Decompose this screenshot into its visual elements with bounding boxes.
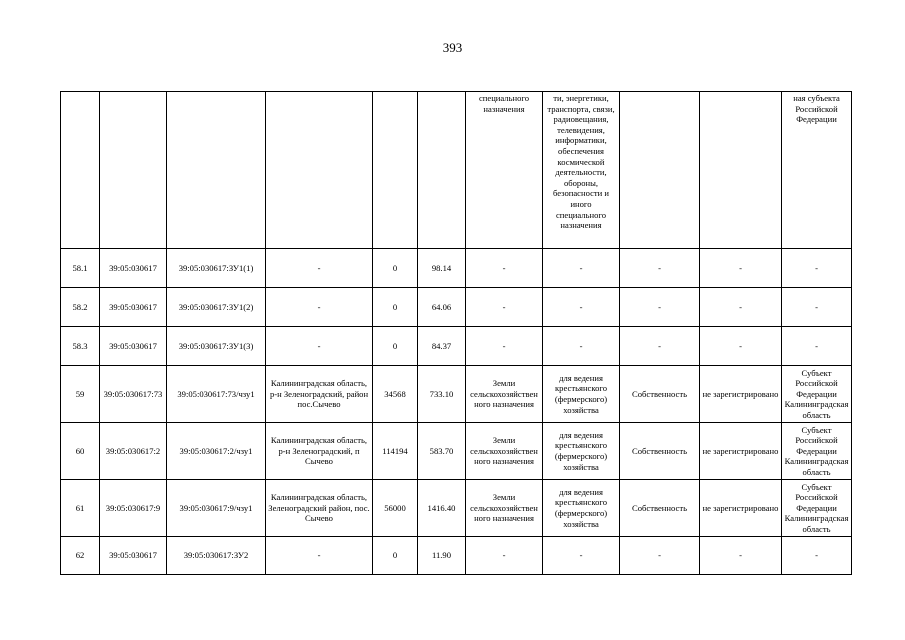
table-row <box>61 423 852 480</box>
cell-land-category: Земли сельскохозяйственного назначения <box>466 480 543 537</box>
cell-address: - <box>266 288 373 327</box>
cell-address: Калининградская область, р-н Зеленоградский, п Сычево <box>266 423 373 480</box>
cell-permitted-use: - <box>543 327 620 366</box>
cell-number: 59 <box>61 366 100 423</box>
table-row <box>61 288 852 327</box>
cell-area <box>373 92 418 249</box>
cell-number: 58.2 <box>61 288 100 327</box>
cell-number: 61 <box>61 480 100 537</box>
cell-area: 56000 <box>373 480 418 537</box>
cell-cadastral-quarter: 39:05:030617 <box>100 327 167 366</box>
cell-land-category: - <box>466 327 543 366</box>
table-row-continuation <box>61 92 852 249</box>
page-number: 393 <box>442 40 463 55</box>
cell-cadastral-quarter: 39:05:030617:2 <box>100 423 167 480</box>
cell-area: 0 <box>373 288 418 327</box>
cell-cadastral-quarter: 39:05:030617:73 <box>100 366 167 423</box>
cell-area: 114194 <box>373 423 418 480</box>
cell-part-area: 11.90 <box>418 537 466 575</box>
cell-address: Калининградская область, Зеленоградский район, пос. Сычево <box>266 480 373 537</box>
cell-right-type: Собственность <box>620 480 700 537</box>
cell-right-type <box>620 92 700 249</box>
cell-land-category: специального назначения <box>466 92 543 249</box>
cell-address: - <box>266 249 373 288</box>
cell-owner: Субъект Российской Федерации Калининградская область <box>782 423 852 480</box>
cell-owner: - <box>782 288 852 327</box>
cell-permitted-use: для ведения крестьянского (фермерского) хозяйства <box>543 366 620 423</box>
cell-permitted-use: - <box>543 288 620 327</box>
cell-area: 34568 <box>373 366 418 423</box>
cell-number <box>61 92 100 249</box>
cell-right-type: Собственность <box>620 423 700 480</box>
cell-address: - <box>266 327 373 366</box>
cell-right-holder: не зарегистрировано <box>700 366 782 423</box>
cell-address: Калининградская область, р-н Зеленоградский, район пос.Сычево <box>266 366 373 423</box>
cell-land-category: - <box>466 537 543 575</box>
table-row <box>61 249 852 288</box>
table-row <box>61 366 852 423</box>
cell-land-category: - <box>466 249 543 288</box>
cell-right-holder: - <box>700 327 782 366</box>
cell-cadastral-quarter: 39:05:030617:9 <box>100 480 167 537</box>
cell-area: 0 <box>373 327 418 366</box>
cell-owner: Субъект Российской Федерации Калининградская область <box>782 480 852 537</box>
cell-part-area <box>418 92 466 249</box>
cell-land-category: - <box>466 288 543 327</box>
cell-number: 58.3 <box>61 327 100 366</box>
cell-plot-designation: 39:05:030617:ЗУ1(3) <box>167 327 266 366</box>
cell-number: 60 <box>61 423 100 480</box>
table-row <box>61 480 852 537</box>
cell-owner: - <box>782 249 852 288</box>
cell-cadastral-quarter <box>100 92 167 249</box>
cell-right-holder <box>700 92 782 249</box>
cell-part-area: 733.10 <box>418 366 466 423</box>
cell-part-area: 84.37 <box>418 327 466 366</box>
cell-cadastral-quarter: 39:05:030617 <box>100 288 167 327</box>
cell-owner: - <box>782 327 852 366</box>
cell-permitted-use: ти, энергетики, транспорта, связи, радиовещания, телевидения, информатики, обеспечения космической деятельности, обороны, безопасности и иного специального назначения <box>543 92 620 249</box>
cell-plot-designation: 39:05:030617:ЗУ2 <box>167 537 266 575</box>
cell-owner: Субъект Российской Федерации Калининградская область <box>782 366 852 423</box>
cell-right-holder: - <box>700 288 782 327</box>
cell-right-type: - <box>620 537 700 575</box>
table-row <box>61 327 852 366</box>
cell-address <box>266 92 373 249</box>
cell-owner: - <box>782 537 852 575</box>
cell-right-holder: не зарегистрировано <box>700 423 782 480</box>
table-row <box>61 537 852 575</box>
cell-part-area: 583.70 <box>418 423 466 480</box>
cell-right-type: - <box>620 249 700 288</box>
cell-address: - <box>266 537 373 575</box>
cell-number: 58.1 <box>61 249 100 288</box>
cell-right-type: - <box>620 327 700 366</box>
cell-right-type: Собственность <box>620 366 700 423</box>
cell-land-category: Земли сельскохозяйственного назначения <box>466 366 543 423</box>
cell-plot-designation <box>167 92 266 249</box>
cell-permitted-use: для ведения крестьянского (фермерского) хозяйства <box>543 423 620 480</box>
cell-area: 0 <box>373 249 418 288</box>
cell-right-type: - <box>620 288 700 327</box>
cell-area: 0 <box>373 537 418 575</box>
cell-right-holder: - <box>700 537 782 575</box>
cell-plot-designation: 39:05:030617:73/чзу1 <box>167 366 266 423</box>
cell-part-area: 98.14 <box>418 249 466 288</box>
land-plots-table <box>60 91 852 575</box>
cell-right-holder: не зарегистрировано <box>700 480 782 537</box>
cell-land-category: Земли сельскохозяйственного назначения <box>466 423 543 480</box>
cell-part-area: 1416.40 <box>418 480 466 537</box>
cell-plot-designation: 39:05:030617:9/чзу1 <box>167 480 266 537</box>
cell-part-area: 64.06 <box>418 288 466 327</box>
cell-owner: ная субъекта Российской Федерации <box>782 92 852 249</box>
cell-plot-designation: 39:05:030617:2/чзу1 <box>167 423 266 480</box>
cell-permitted-use: для ведения крестьянского (фермерского) хозяйства <box>543 480 620 537</box>
cell-number: 62 <box>61 537 100 575</box>
cell-cadastral-quarter: 39:05:030617 <box>100 537 167 575</box>
cell-plot-designation: 39:05:030617:ЗУ1(1) <box>167 249 266 288</box>
cell-permitted-use: - <box>543 249 620 288</box>
cell-cadastral-quarter: 39:05:030617 <box>100 249 167 288</box>
cell-plot-designation: 39:05:030617:ЗУ1(2) <box>167 288 266 327</box>
cell-permitted-use: - <box>543 537 620 575</box>
cell-right-holder: - <box>700 249 782 288</box>
